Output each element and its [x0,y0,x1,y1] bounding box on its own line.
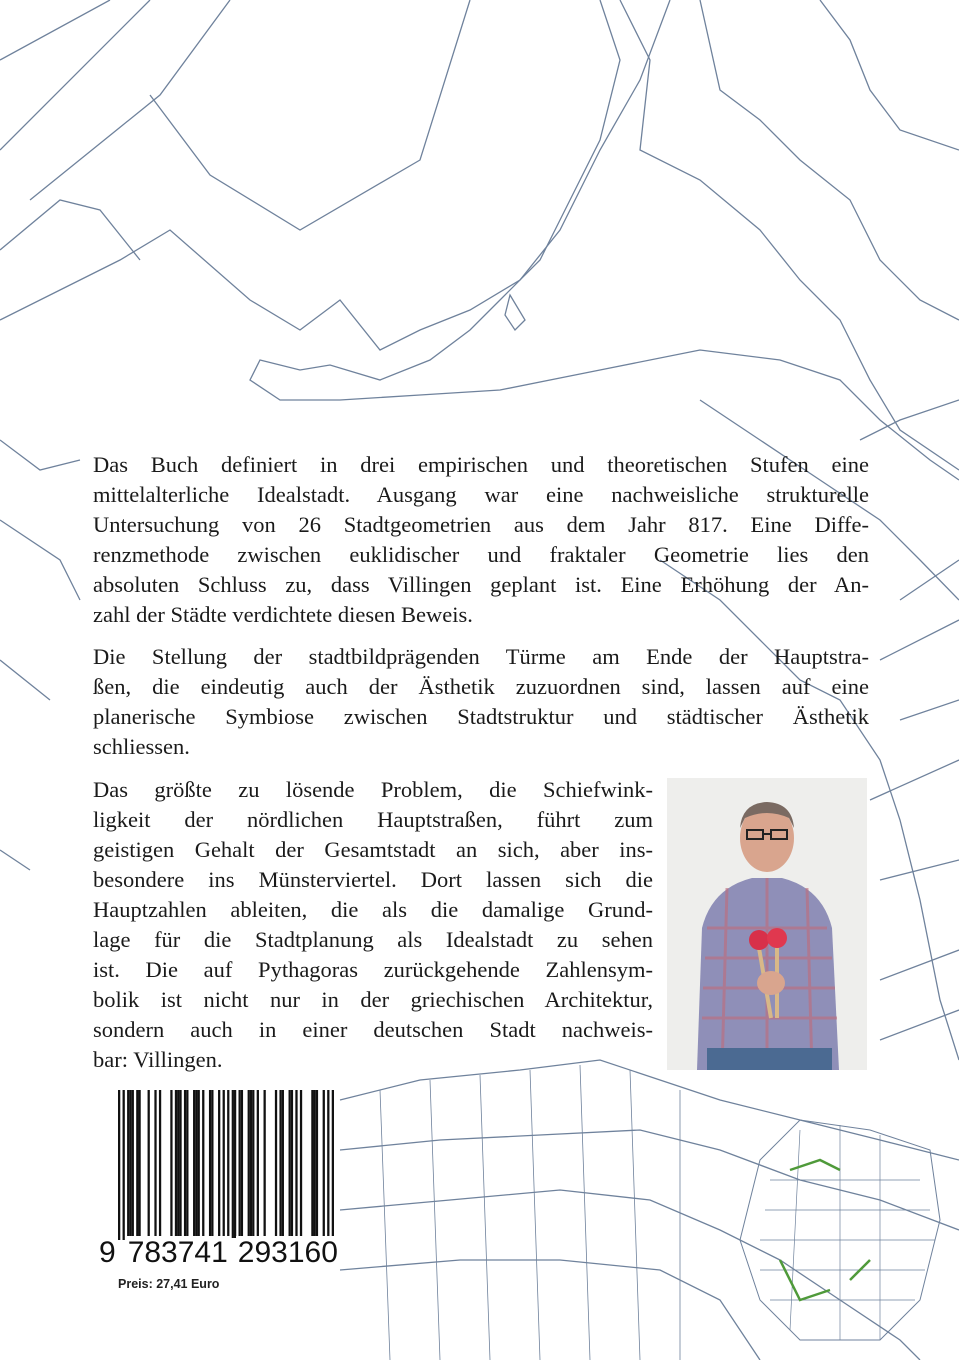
barcode-bar [148,1090,150,1238]
barcode-bar [264,1090,266,1238]
barcode-bar [129,1090,131,1238]
paragraph-1 [93,450,869,630]
barcode-bar [175,1090,177,1238]
isbn-first-digit: 9 [99,1236,116,1269]
barcode-bar [211,1090,213,1238]
barcode-bar [223,1090,225,1240]
barcode-bar [311,1090,313,1238]
barcode-bar [193,1090,195,1238]
paragraph-2 [93,642,869,762]
isbn-left-group: 783741 [127,1236,228,1269]
text-line: besondere ins Münsterviertel. Dort lassen sich die [93,867,653,892]
barcode-bar [241,1090,243,1238]
barcode-bar [289,1090,291,1238]
barcode-bar [170,1090,172,1238]
text-line: schliessen. [93,734,190,759]
barcode-bar [136,1090,138,1238]
paragraph-3 [93,775,653,1075]
text-line: sondern auch in einer deutschen Stadt nachweis- [93,1017,653,1042]
barcode-bar [232,1090,234,1238]
barcode-bar [332,1090,334,1240]
text-line: Untersuchung von 26 Stadtgeometrien aus dem Jahr 817. Eine Diffe- [93,512,869,537]
barcode-bar [234,1090,236,1238]
barcode-bar [209,1090,211,1238]
barcode-bar [186,1090,188,1238]
barcode-bar [179,1090,181,1238]
barcode-bar [279,1090,281,1238]
barcode-bar [202,1090,204,1238]
barcode-bar [177,1090,179,1238]
barcode-bar [195,1090,197,1238]
text-line: zahl der Städte verdichtete diesen Beweis. [93,602,473,627]
barcode-bar [159,1090,161,1238]
author-photo [667,778,867,1070]
text-line: geistigen Gehalt der Gesamtstadt an sich, aber ins- [93,837,653,862]
barcode-bar [248,1090,250,1238]
barcode-bar [252,1090,254,1238]
isbn-number [97,1236,340,1270]
text-line: ßen, die eindeutig auch der Ästhetik zuzuordnen sind, lassen auf eine [93,674,869,699]
barcode-bar [291,1090,293,1238]
barcode-bar [198,1090,200,1238]
barcode-bar [132,1090,134,1238]
barcode-bar [123,1090,125,1240]
text-line: Das größte zu lösende Problem, die Schiefwink- [93,777,653,802]
price-label: Preis: 27,41 Euro [118,1277,220,1291]
barcode-bar [218,1090,220,1238]
barcode-bar [127,1090,129,1238]
barcode-bar [138,1090,140,1238]
barcode-bar [184,1090,186,1238]
barcode-bar [275,1090,277,1238]
barcode-bar [327,1090,329,1240]
barcode-bar [154,1090,156,1238]
isbn-barcode [118,1090,334,1240]
text-line: planerische Symbiose zwischen Stadtstruktur und städtischer Ästhetik [93,704,869,729]
barcode-bar [314,1090,316,1238]
text-line: bolik ist nicht nur in der griechischen Architektur, [93,987,653,1012]
barcode-bar [250,1090,252,1238]
text-line: Die Stellung der stadtbildprägenden Türme am Ende der Hauptstra- [93,644,869,669]
text-line: mittelalterliche Idealstadt. Ausgang war eine nachweisliche strukturelle [93,482,869,507]
text-line: Das Buch definiert in drei empirischen und theoretischen Stufen eine [93,452,869,477]
isbn-right-group: 293160 [237,1236,338,1269]
text-line: absoluten Schluss zu, dass Villingen geplant ist. Eine Erhöhung der An- [93,572,869,597]
barcode-bar [257,1090,259,1238]
barcode-bar [316,1090,318,1238]
barcode-bar [295,1090,297,1238]
barcode-bar [239,1090,241,1238]
text-line: lage für die Stadtplanung als Idealstadt zu sehen [93,927,653,952]
barcode-bar [227,1090,229,1240]
text-line: ligkeit der nördlichen Hauptstraßen, führt zum [93,807,653,832]
text-line: Hauptzahlen ableiten, die als die damalige Grund- [93,897,653,922]
barcode-bar [282,1090,284,1238]
barcode-bar [300,1090,302,1238]
text-line: ist. Die auf Pythagoras zurückgehende Zahlensym- [93,957,653,982]
text-line: bar: Villingen. [93,1047,223,1072]
barcode-bar [323,1090,325,1238]
barcode-bar [118,1090,120,1240]
text-line: renzmethode zwischen euklidischer und fraktaler Geometrie lies den [93,542,869,567]
